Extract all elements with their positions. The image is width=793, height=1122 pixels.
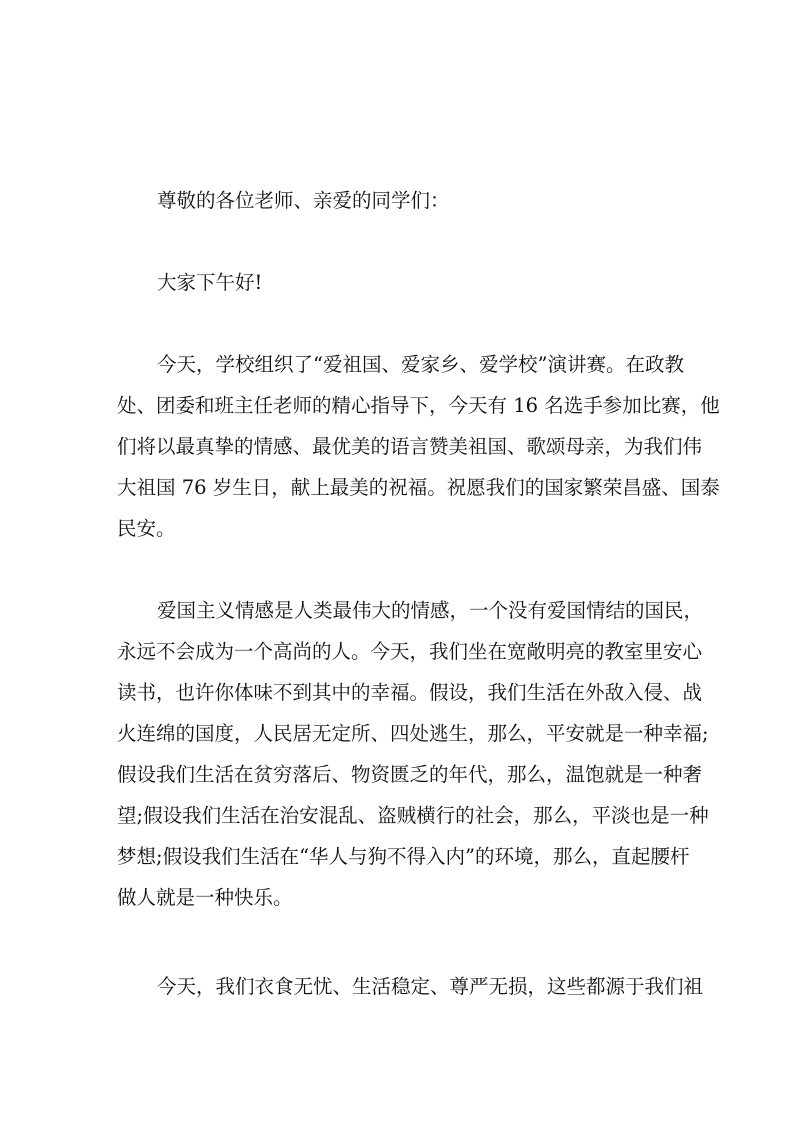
text-line: 们将以最真挚的情感、最优美的语言赞美祖国、歌颂母亲，为我们伟 (117, 435, 703, 458)
paragraph (117, 590, 709, 918)
paragraph (117, 966, 704, 1007)
text-line: 永远不会成为一个高尚的人。今天，我们坐在宽敞明亮的教室里安心 (117, 640, 703, 663)
paragraph (117, 180, 683, 221)
text-line: 大祖国 76 岁生日，献上最美的祝福。祝愿我们的国家繁荣昌盛、国泰 (117, 476, 720, 499)
text-line: 梦想;假设我们生活在“华人与狗不得入内”的环境，那么，直起腰杆 (117, 845, 690, 868)
text-line: 望;假设我们生活在治安混乱、盗贼横行的社会，那么，平淡也是一种 (117, 804, 709, 827)
text-line: 假设我们生活在贫穷落后、物资匮乏的年代，那么，温饱就是一种奢 (117, 763, 703, 786)
text-line: 尊敬的各位老师、亲爱的同学们： (157, 189, 450, 212)
paragraph (117, 262, 683, 303)
text-line: 读书，也许你体味不到其中的幸福。假设，我们生活在外敌入侵、战 (117, 681, 703, 704)
text-line: 今天，学校组织了“爱祖国、爱家乡、爱学校”演讲赛。在政教 (157, 353, 684, 376)
text-line: 爱国主义情感是人类最伟大的情感，一个没有爱国情结的国民， (157, 599, 704, 622)
text-line: 大家下午好! (157, 271, 263, 294)
paragraph (117, 344, 720, 549)
text-line: 民安。 (117, 517, 176, 540)
text-line: 处、团委和班主任老师的精心指导下，今天有 16 名选手参加比赛，他 (117, 394, 720, 417)
text-line: 火连绵的国度，人民居无定所、四处逃生，那么，平安就是一种幸福; (117, 722, 709, 745)
document-page (117, 180, 720, 1048)
text-line: 今天，我们衣食无忧、生活稳定、尊严无损，这些都源于我们祖 (157, 975, 704, 998)
text-line: 做人就是一种快乐。 (117, 886, 293, 909)
